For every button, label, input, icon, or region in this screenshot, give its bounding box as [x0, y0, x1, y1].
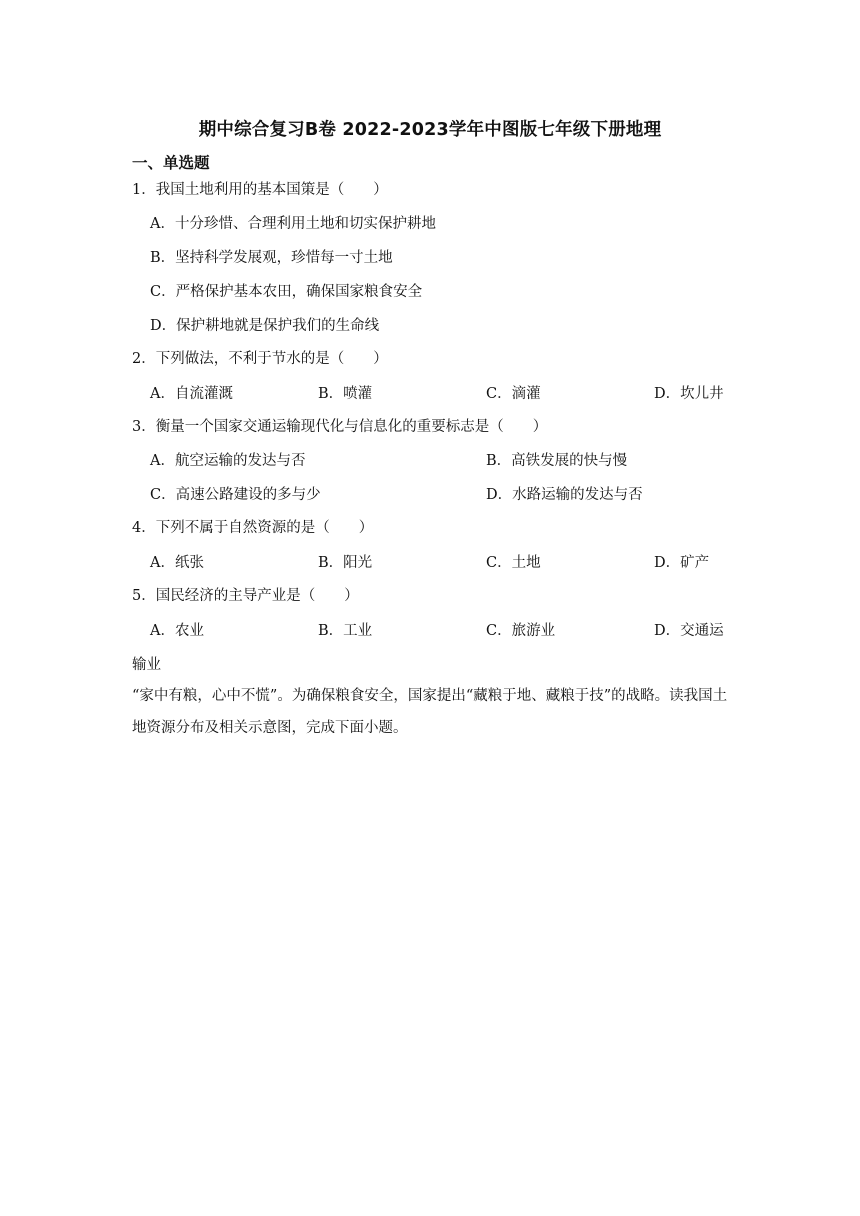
question-2-option-a: A．自流灌溉	[150, 386, 233, 402]
question-5-option-d: D．交通运	[654, 623, 724, 639]
question-1-option-c: C．严格保护基本农田，确保国家粮食安全	[150, 284, 423, 300]
question-3-stem: 3．衡量一个国家交通运输现代化与信息化的重要标志是（ ）	[132, 419, 548, 435]
question-3-option-b: B．高铁发展的快与慢	[486, 453, 628, 469]
question-2-option-d: D．坎儿井	[654, 386, 724, 402]
question-1-stem: 1．我国土地利用的基本国策是（ ）	[132, 182, 388, 198]
question-2-option-b: B．喷灌	[318, 386, 373, 402]
material-paragraph: “家中有粮，心中不慌”。为确保粮食安全，国家提出“藏粮于地、藏粮于技”的战略。读我国土地资源分布及相关示意图，完成下面小题。	[132, 688, 728, 736]
question-5-option-a: A．农业	[150, 623, 204, 639]
question-4-option-a: A．纸张	[150, 555, 204, 571]
question-3-option-d: D．水路运输的发达与否	[486, 487, 643, 503]
question-1-option-b: B．坚持科学发展观，珍惜每一寸土地	[150, 250, 393, 266]
question-2-stem: 2．下列做法，不利于节水的是（ ）	[132, 351, 388, 367]
question-5-option-d-wrap: 输业	[132, 657, 161, 673]
question-4-stem: 4．下列不属于自然资源的是（ ）	[132, 520, 374, 536]
page-title: 期中综合复习B卷 2022-2023学年中图版七年级下册地理	[198, 120, 662, 140]
question-4-option-c: C．土地	[486, 555, 541, 571]
question-1-option-d: D．保护耕地就是保护我们的生命线	[150, 318, 380, 334]
question-5-option-b: B．工业	[318, 623, 373, 639]
question-2-option-c: C．滴灌	[486, 386, 541, 402]
question-4-option-d: D．矿产	[654, 555, 710, 571]
question-5-option-c: C．旅游业	[486, 623, 556, 639]
question-4-option-b: B．阳光	[318, 555, 373, 571]
question-5-stem: 5．国民经济的主导产业是（ ）	[132, 588, 359, 604]
question-1-option-a: A．十分珍惜、合理利用土地和切实保护耕地	[150, 216, 436, 232]
section-heading: 一、单选题	[132, 154, 210, 172]
question-3-option-c: C．高速公路建设的多与少	[150, 487, 321, 503]
question-3-option-a: A．航空运输的发达与否	[150, 453, 306, 469]
